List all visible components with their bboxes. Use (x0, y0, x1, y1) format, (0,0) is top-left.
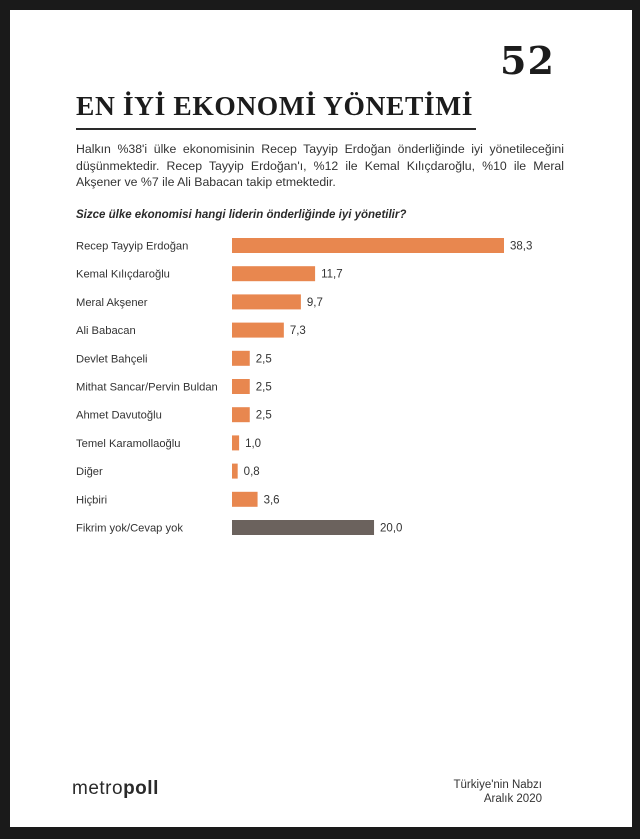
brand-logo (72, 778, 159, 800)
value-label: 0,8 (243, 466, 260, 479)
bar (232, 238, 504, 253)
bar (232, 464, 238, 479)
bar (232, 407, 250, 422)
footer-source-line1: Türkiye'nin Nabzı (453, 779, 542, 791)
value-label: 7,3 (289, 325, 306, 338)
category-label: Mithat Sancar/Pervin Buldan (76, 381, 218, 394)
value-label: 20,0 (380, 522, 403, 535)
value-label: 2,5 (255, 409, 272, 422)
value-label: 38,3 (510, 240, 533, 253)
category-label: Devlet Bahçeli (76, 353, 148, 366)
bar (232, 266, 315, 281)
value-label: 9,7 (306, 296, 323, 309)
chart-title: Sizce ülke ekonomisi hangi liderin önderliğinde iyi yönetilir? (76, 209, 407, 221)
bar (232, 435, 239, 450)
category-label: Temel Karamollaoğlu (76, 437, 181, 450)
category-label: Meral Akşener (76, 296, 148, 309)
category-label: Diğer (76, 466, 103, 479)
category-label: Kemal Kılıçdaroğlu (76, 268, 170, 281)
report-page (10, 10, 632, 827)
value-label: 2,5 (255, 353, 272, 366)
bar (232, 294, 301, 309)
bar (232, 351, 250, 366)
brand-logo-part1: metro (72, 778, 124, 799)
brand-logo-part2: poll (123, 778, 159, 799)
value-label: 3,6 (263, 494, 280, 507)
intro-paragraph: Halkın %38'i ülke ekonomisinin Recep Tayyip Erdoğan önderliğinde iyi yönetileceğini düşünmektedir. Recep Tayyip Erdoğan'ı, %12 ile Kemal Kılıçdaroğlu, %10 ile Meral Akşener ve %7 ile Ali Babacan takip etmektedir. (76, 142, 564, 189)
category-label: Ahmet Davutoğlu (76, 409, 162, 422)
category-label: Fikrim yok/Cevap yok (76, 522, 183, 535)
bar (232, 323, 284, 338)
bar (232, 492, 258, 507)
bar (232, 520, 374, 535)
value-label: 2,5 (255, 381, 272, 394)
value-label: 11,7 (321, 268, 343, 281)
page-number: 52 (500, 38, 555, 83)
category-label: Recep Tayyip Erdoğan (76, 240, 189, 253)
category-label: Hiçbiri (76, 494, 108, 507)
bar-chart (10, 10, 632, 827)
category-label: Ali Babacan (76, 325, 136, 338)
value-label: 1,0 (245, 437, 262, 450)
footer-source-line2: Aralık 2020 (483, 793, 542, 805)
page-title: EN İYİ EKONOMİ YÖNETİMİ (76, 90, 474, 121)
footer-source (454, 778, 542, 806)
bar (232, 379, 250, 394)
